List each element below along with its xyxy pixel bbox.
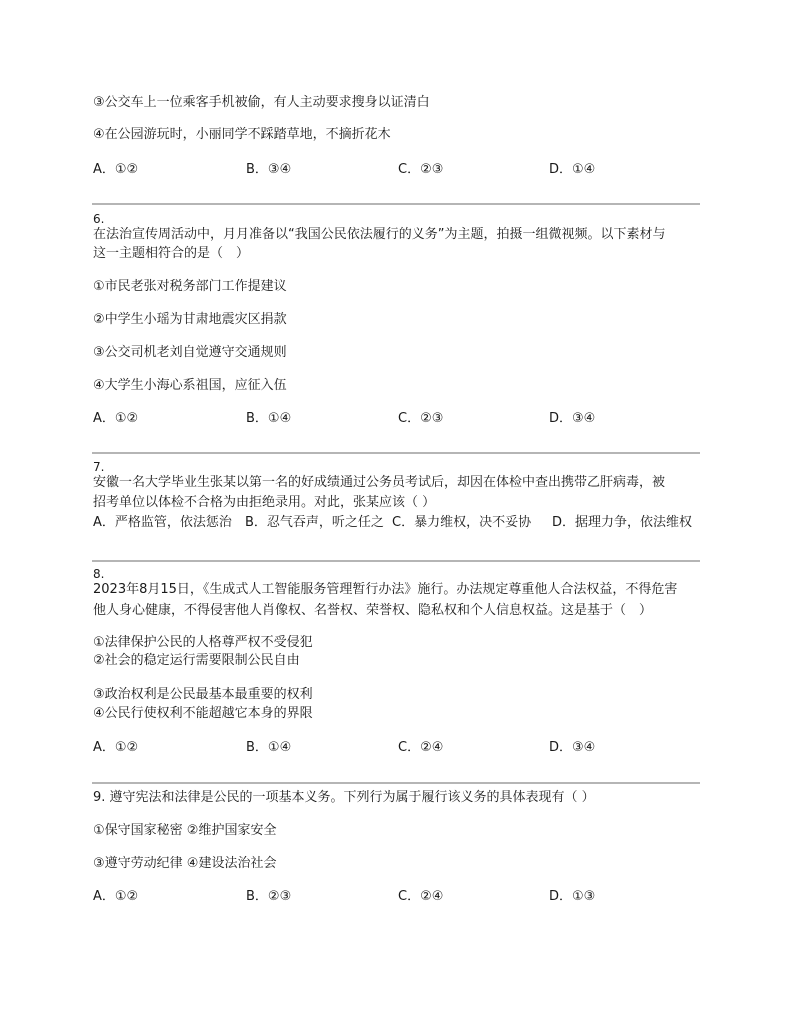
q7-option-b[interactable]: B．忍气吞声，听之任之 (245, 515, 384, 530)
q6-options (93, 410, 693, 428)
q6-option-d[interactable]: D．③④ (549, 411, 596, 426)
divider (92, 203, 700, 205)
q7-number: 7. (93, 460, 105, 474)
q6-stem-line-1: 在法治宣传周活动中，月月准备以“我国公民依法履行的义务”为主题，拍摄一组微视频。以下素材与 (93, 227, 666, 242)
q9-option-b[interactable]: B．②③ (246, 889, 292, 904)
q6-item-4: ④大学生小海心系祖国，应征入伍 (93, 378, 287, 393)
q9-items-line-1: ①保守国家秘密 ②维护国家安全 (93, 823, 277, 838)
q8-option-b[interactable]: B．①④ (246, 740, 292, 755)
q5-option-c[interactable]: C．②③ (398, 162, 444, 177)
q5-options (93, 161, 693, 179)
q6-stem-line-2: 这一主题相符合的是（ ） (93, 246, 250, 261)
q8-item-2: ②社会的稳定运行需要限制公民自由 (93, 653, 300, 668)
q5-option-b[interactable]: B．③④ (246, 162, 292, 177)
q8-stem-line-1: 2023年8月15日，《生成式人工智能服务管理暂行办法》施行。办法规定尊重他人合法权益，不得危害 (93, 582, 678, 597)
q6-option-c[interactable]: C．②③ (398, 411, 444, 426)
q8-item-3: ③政治权利是公民最基本最重要的权利 (93, 687, 313, 702)
q5-item-4: ④在公园游玩时，小丽同学不踩踏草地，不摘折花木 (93, 127, 391, 142)
q6-item-1: ①市民老张对税务部门工作提建议 (93, 279, 287, 294)
q5-option-a[interactable]: A．①② (93, 162, 139, 177)
q5-item-3: ③公交车上一位乘客手机被偷，有人主动要求搜身以证清白 (93, 95, 430, 110)
q8-option-d[interactable]: D．③④ (549, 740, 596, 755)
divider (92, 560, 700, 562)
q8-option-c[interactable]: C．②④ (398, 740, 444, 755)
q9-option-d[interactable]: D．①③ (549, 889, 596, 904)
q7-options (93, 514, 693, 532)
q7-option-c[interactable]: C．暴力维权，决不妥协 (392, 515, 532, 530)
q8-item-1: ①法律保护公民的人格尊严权不受侵犯 (93, 635, 313, 650)
q7-stem-line-2: 招考单位以体检不合格为由拒绝录用。对此，张某应该（ ） (93, 495, 436, 510)
q7-stem-line-1: 安徽一名大学毕业生张某以第一名的好成绩通过公务员考试后，却因在体检中查出携带乙肝病毒，被 (93, 475, 666, 490)
divider (92, 782, 700, 784)
q7-option-a[interactable]: A．严格监管，依法惩治 (93, 515, 232, 530)
q6-item-3: ③公交司机老刘自觉遵守交通规则 (93, 345, 287, 360)
q9-option-a[interactable]: A．①② (93, 889, 139, 904)
q6-option-a[interactable]: A．①② (93, 411, 139, 426)
q5-option-d[interactable]: D．①④ (549, 162, 596, 177)
q6-number: 6. (93, 212, 105, 226)
q9-option-c[interactable]: C．②④ (398, 889, 444, 904)
divider (92, 452, 700, 454)
q8-number: 8. (93, 567, 105, 581)
q8-stem-line-2: 他人身心健康，不得侵害他人肖像权、名誉权、荣誉权、隐私权和个人信息权益。这是基于（ ） (93, 603, 653, 618)
q8-options (93, 739, 693, 757)
q6-item-2: ②中学生小瑶为甘肃地震灾区捐款 (93, 312, 287, 327)
q7-option-d[interactable]: D．据理力争，依法维权 (552, 515, 693, 530)
q6-option-b[interactable]: B．①④ (246, 411, 292, 426)
q8-item-4: ④公民行使权利不能超越它本身的界限 (93, 706, 313, 721)
q9-options (93, 888, 693, 906)
q8-option-a[interactable]: A．①② (93, 740, 139, 755)
q9-items-line-2: ③遵守劳动纪律 ④建设法治社会 (93, 856, 277, 871)
q9-stem: 9. 遵守宪法和法律是公民的一项基本义务。下列行为属于履行该义务的具体表现有（ ） (93, 790, 595, 805)
